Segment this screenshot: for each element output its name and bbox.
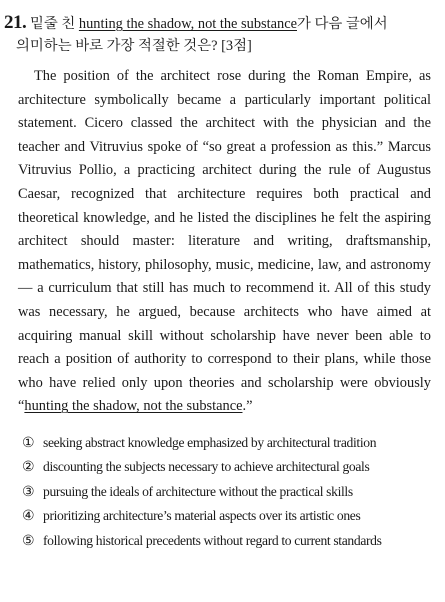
option-1-text: seeking abstract knowledge emphasized by architectural tradition [43, 434, 377, 450]
passage-body: The position of the architect rose during the Roman Empire, as architecture symbolically became a particularly important political statement. Cicero classed the architect with the physician and the teacher and Vitruvius spoke of “so great a profession as this.” Marcus Vitruvius Pollio, a practicing architect during the rule of Augustus Caesar, recognized that architecture requires both practical and theoretical knowledge, and he listed the disciplines he felt the aspiring architect should master: literature and writing, draftsmanship, mathematics, history, philosophy, music, medicine, law, and astronomy — a curriculum that still has much to recommend it. All of this study was necessary, he argued, because architects who have aimed at acquiring manual skill without scholarship have never been able to reach a position of authority to correspond to their plans, while those who have relied only upon theories and scholarship were obviously “ [18, 68, 431, 415]
option-4[interactable] [22, 504, 431, 528]
question-stem-line2: 의미하는 바로 가장 적절한 것은? [3점] [16, 38, 252, 54]
option-5[interactable] [22, 529, 431, 553]
option-5-number: ⑤ [22, 533, 35, 549]
question-stem-pre: 밑줄 친 [30, 16, 79, 32]
question-stem-post: 가 다음 글에서 [297, 16, 388, 32]
question-header [4, 12, 431, 35]
option-3[interactable] [22, 480, 431, 504]
option-4-text: prioritizing architecture’s material aspects over its artistic ones [43, 508, 361, 524]
option-4-number: ④ [22, 509, 35, 525]
passage-underlined-phrase: hunting the shadow, not the substance [24, 398, 243, 415]
option-2-number: ② [22, 460, 35, 476]
option-3-text: pursuing the ideals of architecture without the practical skills [43, 483, 353, 499]
passage-tail: .” [242, 398, 253, 415]
question-number: 21. [4, 12, 27, 33]
question-stem [30, 13, 388, 35]
passage-text [18, 65, 431, 419]
option-1[interactable] [22, 431, 431, 455]
answer-options [22, 431, 431, 553]
option-5-text: following historical precedents without regard to current standards [43, 532, 382, 548]
option-2-text: discounting the subjects necessary to achieve architectural goals [43, 459, 370, 475]
option-3-number: ③ [22, 484, 35, 500]
option-2[interactable] [22, 455, 431, 479]
question-stem-underlined: hunting the shadow, not the substance [78, 16, 297, 32]
option-1-number: ① [22, 435, 35, 451]
